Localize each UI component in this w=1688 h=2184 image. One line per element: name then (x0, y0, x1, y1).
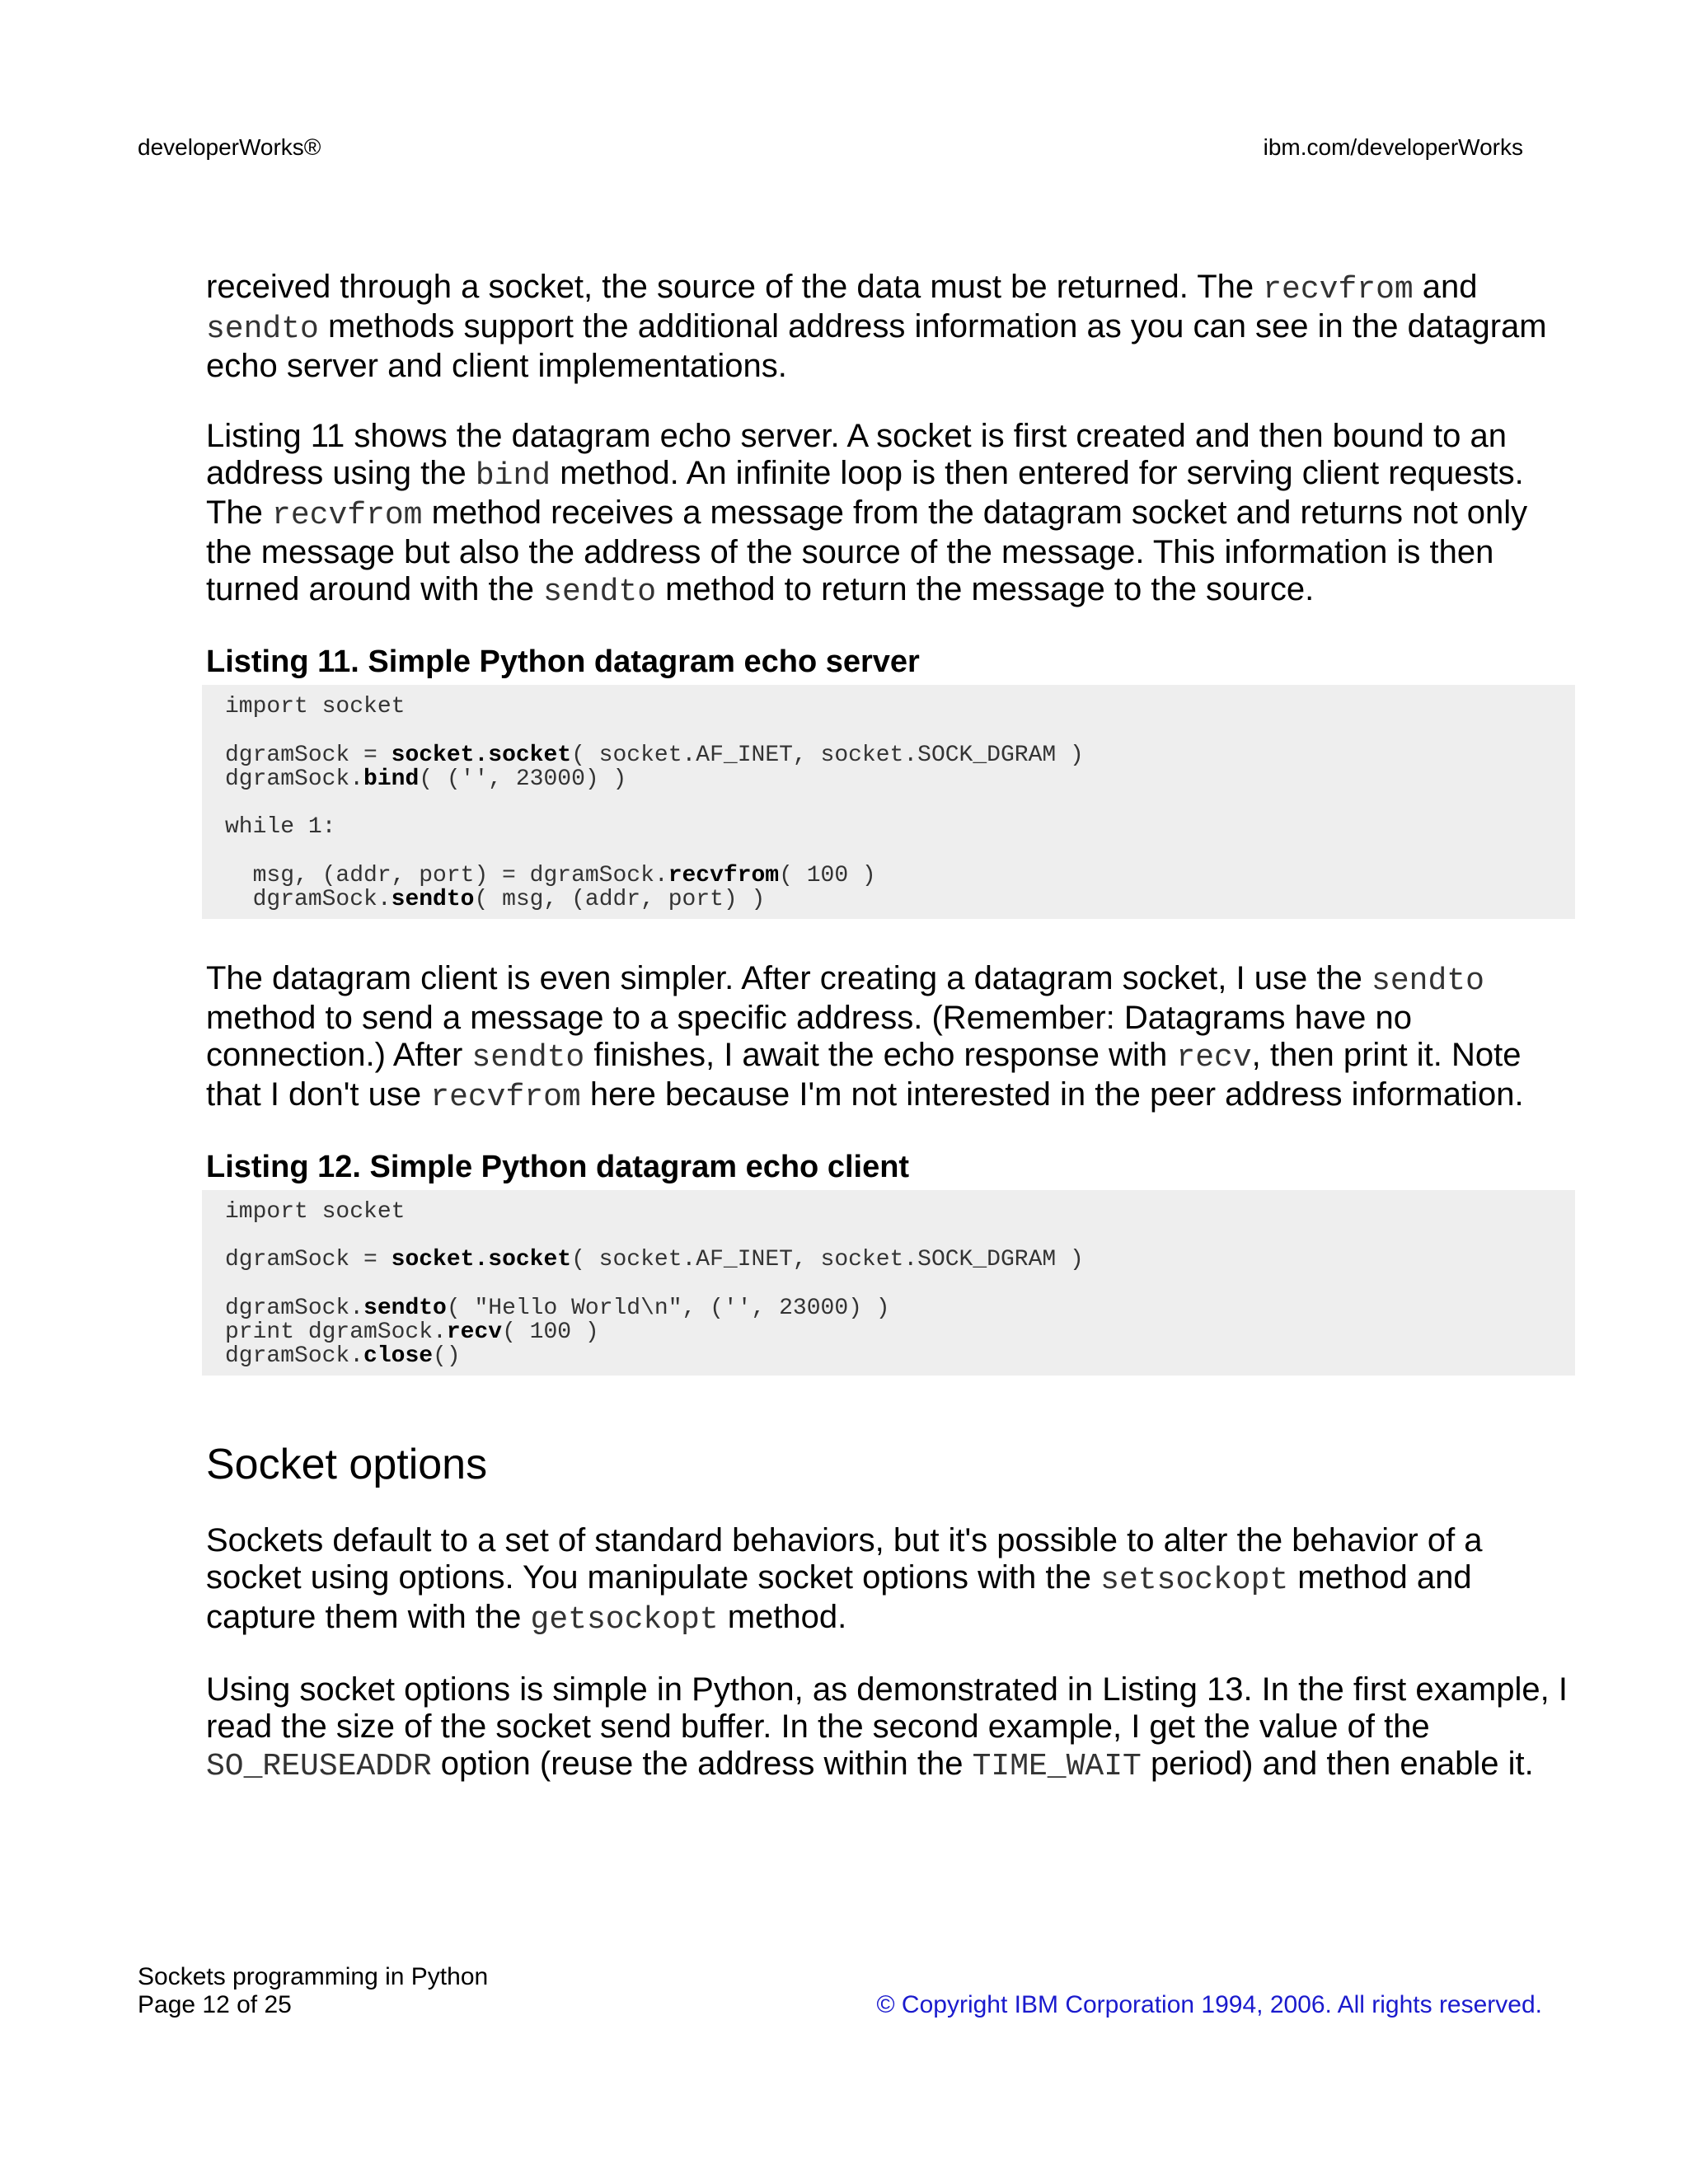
text: Sockets default to a set of standard behaviors, but it's possible to alter the behavior of a socket using options. You manipulate socket options with the (206, 1521, 1483, 1596)
listing-12-code (202, 1190, 1575, 1376)
inline-code: SO_REUSEADDR (206, 1748, 432, 1784)
paragraph-options-usage (206, 1671, 1574, 1785)
code-keyword: bind (363, 766, 420, 792)
inline-code: TIME_WAIT (972, 1748, 1142, 1784)
header-url: ibm.com/developerWorks (1263, 134, 1523, 160)
code-text: ( socket.AF_INET, socket.SOCK_DGRAM ) (571, 742, 1084, 768)
text: received through a socket, the source of the data must be returned. The (206, 269, 1264, 305)
code-keyword: socket.socket (391, 742, 572, 768)
inline-code: getsockopt (530, 1601, 719, 1638)
text: method and capture them with the (206, 1558, 1472, 1635)
code-text: print dgramSock. (225, 1319, 447, 1346)
paragraph-listing11-desc (206, 418, 1574, 611)
code-text: ( "Hello World\n", ('', 23000) ) (446, 1295, 890, 1321)
code-line: import socket (225, 1198, 406, 1225)
text: Listing 11 shows the datagram echo server. A socket is first created and then bound to an address using the (206, 418, 1507, 491)
code-text: ( 100 ) (502, 1319, 599, 1346)
text: option (reuse the address within the (431, 1745, 973, 1782)
inline-code: setsockopt (1100, 1562, 1289, 1598)
text: method. (718, 1598, 847, 1635)
footer-left (138, 1963, 488, 2019)
paragraph-intro (206, 269, 1574, 385)
text: method to send a message to a specific address. (Remember: Datagrams have no connection.) After (206, 999, 1412, 1073)
text: The datagram client is even simpler. After creating a datagram socket, I use the (206, 959, 1372, 996)
text: method. An infinite loop is then entered for serving client requests. The (206, 455, 1524, 531)
code-keyword: close (363, 1343, 434, 1370)
paragraph-options-intro (206, 1522, 1574, 1638)
inline-code: sendto (206, 312, 319, 347)
text: methods support the additional address information as you can see in the datagram echo server and client implementations. (206, 308, 1547, 384)
code-text: dgramSock = (225, 742, 392, 768)
code-text: () (433, 1343, 461, 1370)
text: , then print it. Note that I don't use (206, 1036, 1522, 1113)
inline-code: sendto (1372, 963, 1484, 999)
copyright-link[interactable]: © Copyright IBM Corporation 1994, 2006. All rights reserved. (876, 1991, 1542, 2018)
listing-11-code (202, 685, 1575, 919)
header-brand: developerWorks® (138, 134, 321, 160)
article-body (206, 269, 1574, 1818)
listing-11-title: Listing 11. Simple Python datagram echo server (206, 644, 920, 679)
text: method receives a message from the datagram socket and returns not only the message but also the address of the source of the message. This information is then turned around with the (206, 494, 1528, 607)
inline-code: recvfrom (272, 498, 423, 533)
code-keyword: sendto (363, 1295, 447, 1321)
paragraph-client-desc (206, 960, 1574, 1116)
text: Using socket options is simple in Python, as demonstrated in Listing 13. In the first example, I read the size of the socket send buffer. In the second example, I get the value of the (206, 1671, 1568, 1745)
code-text: dgramSock = (225, 1247, 392, 1273)
code-text: dgramSock. (225, 766, 364, 792)
inline-code: bind (475, 458, 551, 494)
code-line: while 1: (225, 814, 336, 841)
footer-page-number: Page 12 of 25 (138, 1991, 292, 2018)
inline-code: recvfrom (430, 1079, 581, 1115)
inline-code: sendto (543, 574, 656, 610)
code-text: ( socket.AF_INET, socket.SOCK_DGRAM ) (571, 1247, 1084, 1273)
code-line: import socket (225, 694, 406, 719)
inline-code: sendto (471, 1039, 585, 1076)
text: here because I'm not interested in the peer address information. (580, 1076, 1524, 1113)
code-text: ( 100 ) (779, 863, 876, 889)
footer-right (876, 1991, 1542, 2019)
text: period) and then enable it. (1141, 1745, 1534, 1782)
text: method to return the message to the source. (656, 571, 1315, 607)
footer-doc-title: Sockets programming in Python (138, 1963, 489, 1990)
code-text: ( ('', 23000) ) (419, 766, 627, 792)
inline-code: recv (1176, 1039, 1252, 1076)
text: and (1413, 269, 1478, 305)
code-keyword: recvfrom (668, 863, 780, 889)
code-keyword: sendto (391, 887, 475, 913)
code-text: dgramSock. (225, 1295, 364, 1321)
section-heading: Socket options (206, 1440, 488, 1488)
code-keyword: socket.socket (391, 1247, 572, 1273)
inline-code: recvfrom (1263, 272, 1414, 307)
code-text: dgramSock. (225, 887, 392, 913)
code-text: dgramSock. (225, 1343, 364, 1370)
code-text: msg, (addr, port) = dgramSock. (225, 863, 668, 889)
code-keyword: recv (446, 1319, 503, 1346)
listing-12-title: Listing 12. Simple Python datagram echo client (206, 1149, 910, 1184)
code-text: ( msg, (addr, port) ) (474, 887, 766, 913)
text: finishes, I await the echo response with (584, 1036, 1177, 1073)
